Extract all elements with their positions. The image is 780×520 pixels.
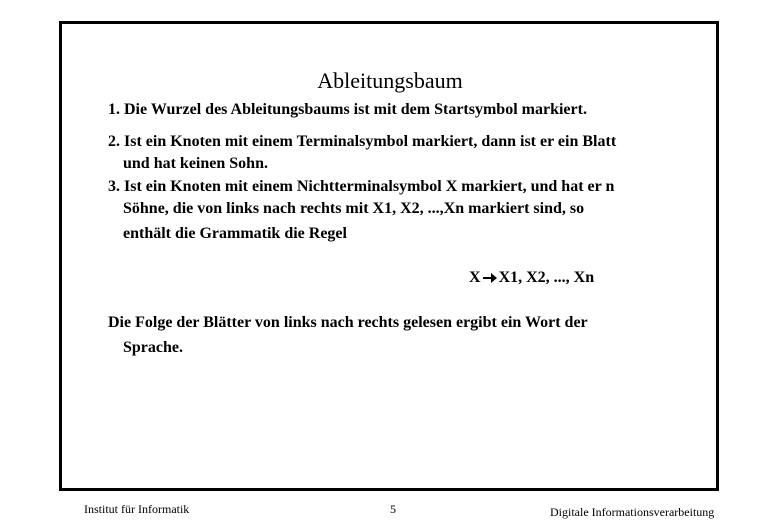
list-item-1: 1. Die Wurzel des Ableitungsbaums ist mit dem Startsymbol markiert.	[108, 101, 587, 118]
right-arrow-icon	[482, 272, 498, 284]
list-item-3-continuation-1: Söhne, die von links nach rechts mit X1, X2, ...,Xn markiert sind, so	[123, 200, 585, 217]
list-item-2-continuation: und hat keinen Sohn.	[123, 155, 268, 172]
footer-institute: Institut für Informatik	[84, 502, 190, 516]
footer-course: Digitale Informationsverarbeitung	[550, 505, 715, 519]
conclusion-line-2: Sprache.	[123, 339, 183, 356]
rule-lhs: X	[469, 269, 481, 287]
grammar-rule	[469, 268, 594, 288]
slide-title: Ableitungsbaum	[317, 68, 463, 93]
list-item-3: 3. Ist ein Knoten mit einem Nichtterminalsymbol X markiert, und hat er n	[108, 178, 615, 195]
list-item-3-continuation-2: enthält die Grammatik die Regel	[123, 225, 347, 242]
list-item-2: 2. Ist ein Knoten mit einem Terminalsymbol markiert, dann ist er ein Blatt	[108, 133, 617, 150]
rule-rhs: X1, X2, ..., Xn	[498, 269, 595, 287]
footer-page-number: 5	[390, 502, 396, 516]
conclusion-line-1: Die Folge der Blätter von links nach rechts gelesen ergibt ein Wort der	[108, 314, 588, 331]
